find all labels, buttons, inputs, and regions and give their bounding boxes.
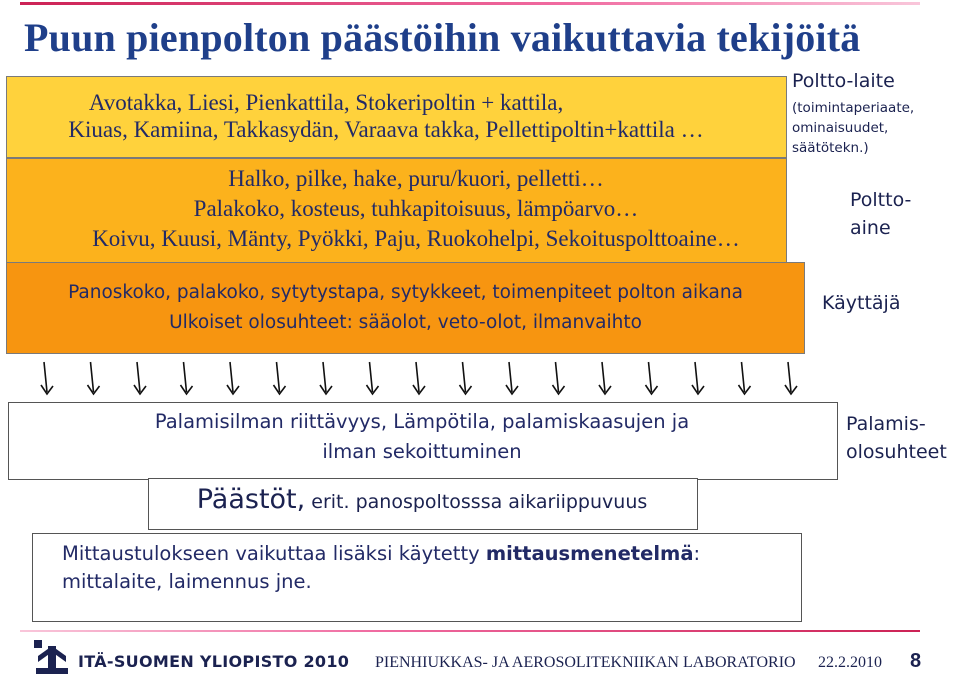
down-arrow-icon — [413, 362, 425, 394]
combustion-line-2: ilman sekoittuminen — [322, 440, 522, 463]
down-arrow-icon — [739, 362, 751, 394]
measurement-line-1 — [62, 542, 700, 565]
emissions-heading: Päästöt, — [196, 484, 306, 515]
label-combustion-1: Palamis- — [846, 413, 926, 435]
measurement-suffix: : — [693, 542, 701, 565]
emissions-text — [148, 484, 696, 515]
down-arrow-icon — [785, 362, 797, 394]
label-appliance-note-3: säätötekn.) — [792, 140, 869, 156]
label-fuel — [850, 186, 911, 242]
bottom-divider-line — [20, 630, 920, 632]
down-arrow-icon — [692, 362, 704, 394]
user-line-2: Ulkoiset olosuhteet: sääolot, veto-olot, ilmanvaihto — [169, 312, 642, 333]
page-number: 8 — [910, 650, 922, 672]
label-appliance-note-2: ominaisuudet, — [792, 120, 889, 136]
label-appliance-note-1: (toimintaperiaate, — [792, 100, 915, 116]
emissions-note: erit. panospoltosssa aikariippuvuus — [305, 491, 648, 513]
footer-date: 22.2.2010 — [818, 654, 882, 671]
slide-title: Puun pienpolton päästöihin vaikuttavia tekijöitä — [24, 15, 861, 60]
measurement-prefix: Mittaustulokseen vaikuttaa lisäksi käytetty — [62, 542, 486, 565]
down-arrow-icon — [181, 362, 193, 394]
university-logo-icon — [30, 636, 74, 680]
fuel-line-2: Palakoko, kosteus, tuhkapitoisuus, lämpöarvo… — [193, 196, 639, 221]
down-arrow-icon — [646, 362, 658, 394]
label-fuel-1: Poltto- — [850, 189, 912, 211]
down-arrow-icon — [599, 362, 611, 394]
down-arrows-row — [34, 360, 814, 400]
label-appliance: Poltto-laite — [792, 70, 895, 92]
combustion-line-1: Palamisilman riittävyys, Lämpötila, palamiskaasujen ja — [154, 410, 690, 433]
user-line-1: Panoskoko, palakoko, sytytystapa, sytykkeet, toimenpiteet polton aikana — [68, 282, 743, 303]
down-arrow-icon — [274, 362, 286, 394]
down-arrow-icon — [134, 362, 146, 394]
down-arrow-icon — [506, 362, 518, 394]
appliance-line-2: Kiuas, Kamiina, Takkasydän, Varaava takka, Pellettipoltin+kattila … — [68, 117, 704, 142]
down-arrow-icon — [460, 362, 472, 394]
down-arrow-icon — [367, 362, 379, 394]
down-arrow-icon — [227, 362, 239, 394]
fuel-line-1: Halko, pilke, hake, puru/kuori, pelletti… — [228, 166, 604, 191]
fuel-line-3: Koivu, Kuusi, Mänty, Pyökki, Paju, Ruokohelpi, Sekoituspolttoaine… — [92, 226, 740, 251]
label-appliance-note — [792, 98, 914, 158]
down-arrow-icon — [41, 362, 53, 394]
user-box — [6, 262, 805, 354]
footer-university: ITÄ-SUOMEN YLIOPISTO 2010 — [78, 652, 350, 671]
top-divider-line — [20, 2, 920, 5]
label-fuel-2: aine — [850, 217, 891, 239]
down-arrow-icon — [88, 362, 100, 394]
measurement-method: mittausmenetelmä — [485, 542, 694, 565]
appliance-line-1: Avotakka, Liesi, Pienkattila, Stokeripoltin + kattila, — [88, 90, 564, 115]
label-user: Käyttäjä — [822, 292, 901, 314]
down-arrow-icon — [320, 362, 332, 394]
label-combustion — [846, 410, 947, 466]
label-combustion-2: olosuhteet — [846, 441, 947, 463]
down-arrow-icon — [553, 362, 565, 394]
footer-lab: PIENHIUKKAS- JA AEROSOLITEKNIIKAN LABORATORIO — [375, 654, 796, 671]
measurement-line-2: mittalaite, laimennus jne. — [62, 570, 312, 593]
